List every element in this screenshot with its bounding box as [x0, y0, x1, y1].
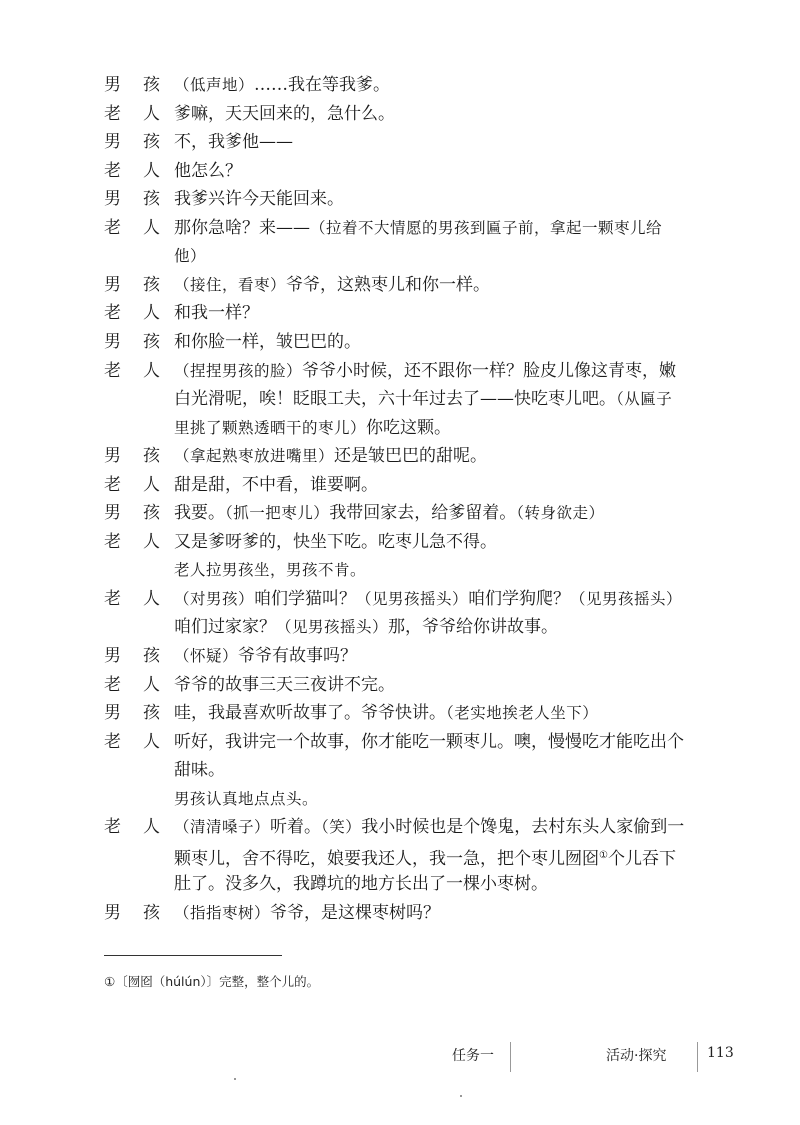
line-text	[174, 846, 676, 869]
dialogue-text: 甜味。	[174, 760, 225, 781]
speaker-char: 老	[104, 303, 121, 324]
speaker-char: 老	[104, 360, 121, 381]
line-text	[174, 161, 242, 181]
speaker-name	[104, 132, 160, 152]
speaker-char: 老	[104, 474, 121, 495]
speaker-char: 人	[143, 217, 160, 238]
line-text	[174, 703, 598, 723]
line-text	[174, 560, 366, 580]
footer-task: 任务一	[452, 1048, 494, 1064]
speaker-char: 男	[104, 189, 121, 210]
line-text	[174, 503, 605, 523]
speaker-char: 孩	[143, 902, 160, 923]
line-text	[174, 246, 206, 266]
speaker-char: 孩	[143, 189, 160, 210]
speaker-char: 人	[143, 674, 160, 695]
speaker-char: 男	[104, 646, 121, 666]
dialogue-text: 个儿吞下	[607, 848, 676, 869]
scan-speck	[460, 1095, 462, 1097]
speaker-char: 人	[143, 160, 160, 181]
speaker-char: 人	[143, 531, 160, 552]
dialogue-text: 爷爷有故事吗？	[238, 646, 358, 666]
stage-direction: （怀疑）	[174, 647, 239, 665]
stage-direction: （见男孩摇头）	[570, 589, 683, 608]
speaker-char: 老	[104, 674, 121, 695]
stage-direction: （见男孩摇头）	[356, 589, 469, 608]
footnote: ①〔囫囵（húlún）〕完整，整个儿的。	[104, 974, 320, 989]
speaker-char: 人	[143, 103, 160, 124]
dialogue-text: 爹嘛，天天回来的，急什么。	[174, 103, 395, 124]
line-text	[174, 475, 378, 495]
speaker-name	[104, 817, 160, 837]
speaker-name	[104, 532, 160, 552]
dialogue-text: 爷爷的故事三天三夜讲不完。	[174, 674, 395, 695]
speaker-name	[104, 275, 160, 295]
dialogue-text: 我要。	[174, 503, 225, 524]
line-text	[174, 104, 395, 124]
footnote-rule	[104, 955, 282, 956]
speaker-char: 人	[143, 731, 160, 752]
line-text	[174, 903, 440, 923]
line-text	[174, 75, 390, 95]
speaker-char: 老	[104, 160, 121, 181]
dialogue-text: 那，爷爷给你讲故事。	[388, 617, 559, 638]
footer-separator	[697, 1042, 698, 1072]
dialogue-text: 咱们学猫叫？	[254, 588, 357, 609]
stage-direction: 他）	[174, 247, 207, 266]
stage-direction: （低声地）	[174, 76, 255, 94]
stage-direction: （见男孩摇头）	[276, 618, 389, 637]
dialogue-text: 爷爷小时候，还不跟你一样？脸皮儿像这青枣，嫩	[302, 360, 677, 381]
speaker-char: 男	[104, 274, 121, 295]
dialogue-text: 颗枣儿，舍不得吃，娘要我还人，我一急，把个枣儿囫囵	[174, 848, 599, 869]
speaker-name	[104, 218, 160, 238]
line-text	[174, 218, 662, 238]
dialogue-text: 听好，我讲完一个故事，你才能吃一颗枣儿。噢，慢慢吃才能吃出个	[174, 731, 684, 752]
speaker-char: 孩	[143, 274, 160, 295]
stage-direction: （抓一把枣儿）	[225, 504, 330, 523]
speaker-char: 男	[104, 331, 121, 352]
line-text	[174, 675, 395, 695]
dialogue-text: 听着。	[270, 817, 322, 838]
speaker-name	[104, 104, 160, 124]
stage-direction: 老人拉男孩坐，男孩不肯。	[174, 561, 367, 580]
speaker-char: 老	[104, 103, 121, 124]
speaker-char: 男	[104, 503, 121, 524]
stage-direction: （清清嗓子）	[174, 818, 271, 837]
speaker-name	[104, 903, 160, 923]
speaker-char: 老	[104, 588, 121, 609]
stage-direction: 里挑了颗熟透晒干的枣儿）	[174, 418, 367, 437]
dialogue-text: 咱们过家家？	[174, 617, 276, 638]
dialogue-text: 肚了。没多久，我蹲坑的地方长出了一棵小枣树。	[174, 874, 548, 895]
speaker-char: 男	[104, 75, 121, 95]
speaker-name	[104, 189, 160, 209]
line-text	[174, 760, 225, 780]
speaker-name	[104, 332, 160, 352]
speaker-char: 孩	[143, 75, 160, 95]
speaker-name	[104, 75, 160, 95]
speaker-name	[104, 446, 160, 466]
speaker-char: 人	[143, 360, 160, 381]
line-text	[174, 732, 684, 752]
dialogue-text: ……我在等我爹。	[254, 75, 391, 95]
line-text	[174, 418, 451, 438]
line-text	[174, 303, 259, 323]
stage-direction: （老实地挨老人坐下）	[446, 704, 599, 723]
stage-direction: 男孩认真地点点头。	[174, 789, 319, 808]
speaker-char: 孩	[143, 703, 160, 724]
speaker-char: 孩	[143, 331, 160, 352]
speaker-char: 孩	[143, 132, 160, 153]
speaker-char: 人	[143, 817, 160, 838]
speaker-char: 孩	[143, 446, 160, 467]
dialogue-text: 我小时候也是个馋鬼，去村东头人家偷到一	[361, 817, 685, 838]
stage-direction: （转身欲走）	[516, 504, 605, 523]
speaker-char: 老	[104, 731, 121, 752]
stage-direction: （对男孩）	[174, 589, 255, 608]
dialogue-text: 甜是甜，不中看，谁要啊。	[174, 474, 378, 495]
dialogue-text: 咱们学狗爬？	[468, 588, 571, 609]
line-text	[174, 589, 682, 609]
line-text	[174, 189, 344, 209]
dialogue-text: 我带回家去，给爹留着。	[329, 503, 517, 524]
speaker-char: 老	[104, 217, 121, 238]
dialogue-text: 他怎么？	[174, 160, 242, 181]
stage-direction: （捏捏男孩的脸）	[174, 361, 303, 380]
speaker-char: 孩	[143, 646, 160, 666]
speaker-char: 男	[104, 132, 121, 153]
speaker-name	[104, 589, 160, 609]
dialogue-text: 我爹兴许今天能回来。	[174, 189, 344, 210]
dialogue-text: 爷爷，是这棵枣树吗？	[270, 902, 441, 923]
dialogue-text: 哇，我最喜欢听故事了。爷爷快讲。	[174, 703, 446, 724]
dialogue-text: 你吃这颗。	[366, 417, 452, 438]
line-text	[174, 646, 357, 666]
dialogue-text: 那你急啥？来——	[174, 217, 310, 238]
line-text	[174, 532, 497, 552]
speaker-char: 老	[104, 817, 121, 838]
line-text	[174, 617, 558, 637]
stage-direction: （接住，看枣）	[174, 275, 287, 294]
line-text	[174, 361, 676, 381]
speaker-char: 男	[104, 446, 121, 467]
speaker-name	[104, 732, 160, 752]
dialogue-text: 还是皱巴巴的甜呢。	[334, 446, 488, 467]
line-text	[174, 789, 318, 809]
dialogue-text: 白光滑呢，唉！眨眼工夫，六十年过去了——快吃枣儿吧。	[174, 389, 616, 410]
line-text	[174, 874, 548, 894]
stage-direction: （笑）	[321, 818, 362, 837]
speaker-name	[104, 361, 160, 381]
dialogue-text: 和你脸一样，皱巴巴的。	[174, 331, 361, 352]
line-text	[174, 817, 684, 837]
speaker-name	[104, 303, 160, 323]
stage-direction: （拿起熟枣放进嘴里）	[174, 447, 335, 466]
speaker-name	[104, 646, 160, 666]
speaker-name	[104, 675, 160, 695]
speaker-char: 人	[143, 588, 160, 609]
footer-section: 活动·探究	[606, 1048, 667, 1064]
speaker-char: 人	[143, 303, 160, 324]
speaker-name	[104, 703, 160, 723]
dialogue-text: 爷爷，这熟枣儿和你一样。	[286, 274, 491, 295]
line-text	[174, 389, 672, 409]
speaker-char: 老	[104, 531, 121, 552]
speaker-char: 男	[104, 902, 121, 923]
line-text	[174, 446, 487, 466]
footnote-marker: ①	[599, 849, 608, 861]
dialogue-text: 又是爹呀爹的，快坐下吃。吃枣儿急不得。	[174, 531, 497, 552]
dialogue-text: 不，我爹他——	[174, 132, 293, 153]
page-number: 113	[707, 1045, 734, 1061]
footer-separator	[510, 1042, 511, 1072]
speaker-name	[104, 161, 160, 181]
line-text	[174, 332, 361, 352]
line-text	[174, 132, 293, 152]
stage-direction: （从匾子	[616, 390, 673, 409]
speaker-name	[104, 503, 160, 523]
scan-speck	[234, 1078, 236, 1080]
line-text	[174, 275, 490, 295]
speaker-char: 孩	[143, 503, 160, 524]
dialogue-text: 和我一样？	[174, 303, 259, 324]
speaker-char: 男	[104, 703, 121, 724]
stage-direction: （拉着不大情愿的男孩到匾子前，拿起一颗枣儿给	[310, 218, 663, 237]
speaker-name	[104, 475, 160, 495]
speaker-char: 人	[143, 474, 160, 495]
stage-direction: （指指枣树）	[174, 903, 271, 922]
